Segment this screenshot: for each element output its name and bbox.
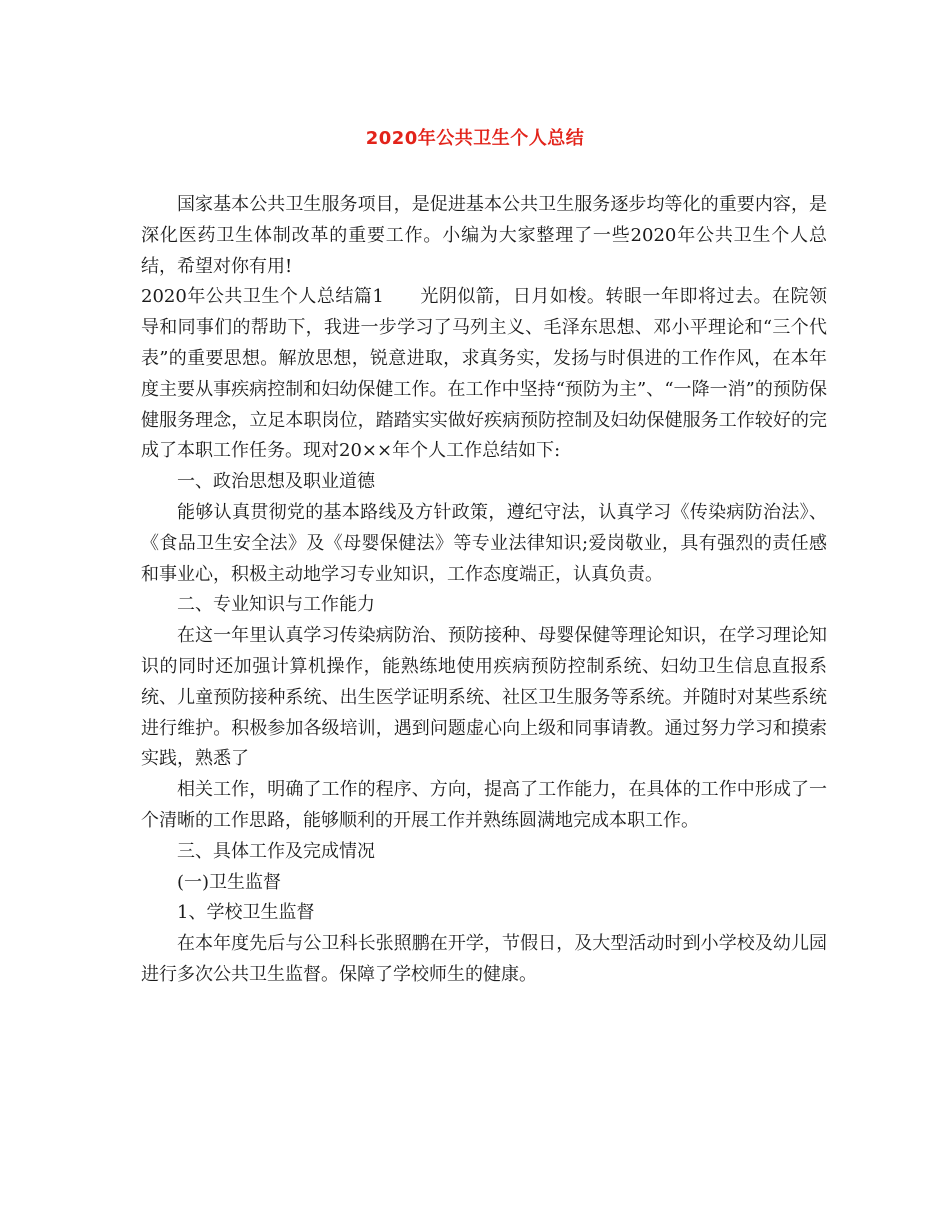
heading-political: 一、政治思想及职业道德 bbox=[177, 471, 375, 493]
paragraph-related-work: 相关工作，明确了工作的程序、方向，提高了工作能力，在具体的工作中形成了一个清晰的工作思路，能够顺利的开展工作并熟练圆满地完成本职工作。 bbox=[141, 779, 827, 831]
paragraph-professional: 在这一年里认真学习传染病防治、预防接种、母婴保健等理论知识，在学习理论知识的同时还加强计算机操作，能熟练地使用疾病预防控制系统、妇幼卫生信息直报系统、儿童预防接种系统、出生医学证明系统、社区卫生服务等系统。并随时对某些系统进行维护。积极参加各级培训，遇到问题虚心向上级和同事请教。通过努力学习和摸索实践，熟悉了 bbox=[141, 625, 827, 770]
heading-school-hygiene: 1、学校卫生监督 bbox=[177, 902, 315, 924]
section-paragraph bbox=[141, 282, 827, 467]
section-body-text: 光阴似箭，日月如梭。转眼一年即将过去。在院领导和同事们的帮助下，我进一步学习了马列主义、毛泽东思想、邓小平理论和“三个代表”的重要思想。解放思想，锐意进取，求真务实，发扬与时俱进的工作作风，在本年度主要从事疾病控制和妇幼保健工作。在工作中坚持“预防为主”、“一降一消”的预防保健服务理念，立足本职岗位，踏踏实实做好疾病预防控制及妇幼保健服务工作较好的完成了本职工作任务。现对20××年个人工作总结如下: bbox=[141, 286, 827, 462]
section-heading: 2020年公共卫生个人总结篇1 bbox=[141, 286, 384, 308]
heading-specific-work: 三、具体工作及完成情况 bbox=[177, 840, 375, 862]
paragraph-political: 能够认真贯彻党的基本路线及方针政策，遵纪守法，认真学习《传染病防治法》、《食品卫生安全法》及《母婴保健法》等专业法律知识;爱岗敬业，具有强烈的责任感和事业心，积极主动地学习专业知识，工作态度端正，认真负责。 bbox=[141, 501, 827, 585]
document-title: 2020年公共卫生个人总结 bbox=[365, 128, 585, 149]
document-body bbox=[141, 190, 827, 991]
heading-professional: 二、专业知识与工作能力 bbox=[177, 594, 375, 616]
intro-paragraph: 国家基本公共卫生服务项目，是促进基本公共卫生服务逐步均等化的重要内容，是深化医药卫生体制改革的重要工作。小编为大家整理了一些2020年公共卫生个人总结，希望对你有用! bbox=[141, 194, 827, 277]
heading-hygiene-supervision: (一)卫生监督 bbox=[177, 871, 282, 893]
paragraph-school-hygiene: 在本年度先后与公卫科长张照鹏在开学，节假日，及大型活动时到小学校及幼儿园进行多次公共卫生监督。保障了学校师生的健康。 bbox=[141, 933, 827, 985]
